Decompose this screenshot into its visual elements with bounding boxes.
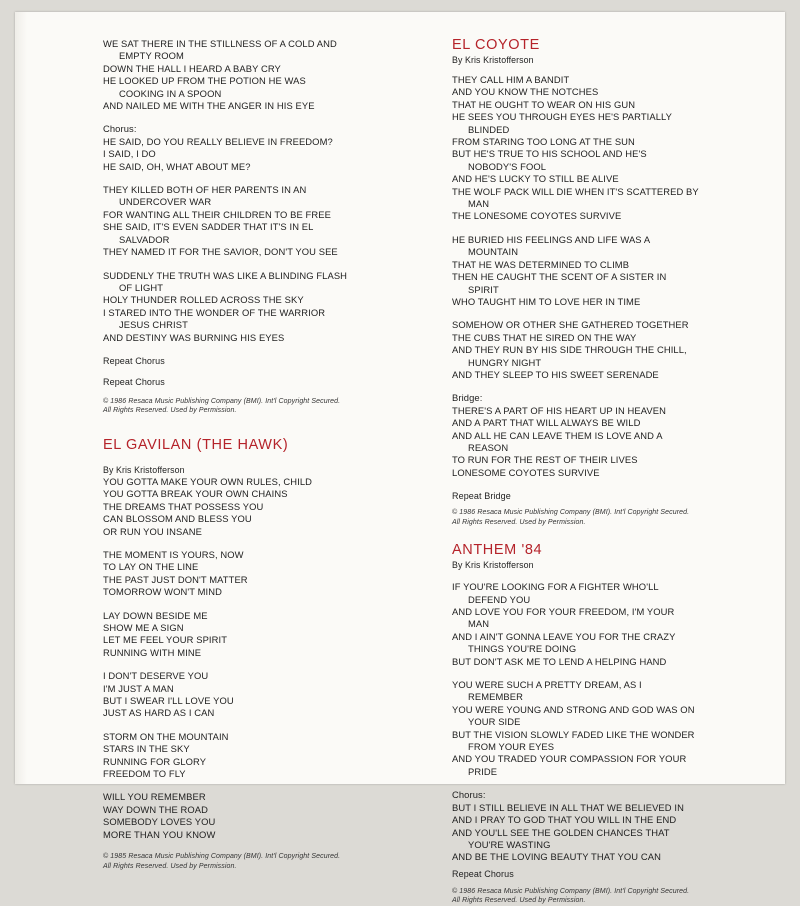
lyric-line: YOUR SIDE [468,716,521,728]
lyric-line: THEY NAMED IT FOR THE SAVIOR, DON'T YOU SEE [103,246,338,258]
freedom-song-verses-1 [103,38,433,112]
el-coyote-lyrics [452,74,782,381]
lyric-line: FROM YOUR EYES [468,741,555,753]
song-title-anthem-84: ANTHEM '84 [452,542,543,559]
stanza [103,184,433,258]
lyric-line: BUT HE'S TRUE TO HIS SCHOOL AND HE'S [452,148,647,160]
lyric-line: THINGS YOU'RE DOING [468,643,577,655]
lyric-line: HE SAID, OH, WHAT ABOUT ME? [103,160,251,172]
stanza [103,791,433,841]
lyric-line: MAN [468,198,490,210]
lyric-line: BUT THE VISION SLOWLY FADED LIKE THE WONDER [452,728,695,740]
lyric-line: NOBODY'S FOOL [468,160,547,172]
lyric-line: AND HE'S LUCKY TO STILL BE ALIVE [452,173,619,185]
lyric-line: BUT DON'T ASK ME TO LEND A HELPING HAND [452,655,667,667]
chorus-label: Chorus: [452,789,486,801]
lyric-line: FREEDOM TO FLY [103,768,186,780]
lyric-line: I'M JUST A MAN [103,682,174,694]
anthem-84-lyrics [452,581,782,778]
stanza [103,270,433,344]
song-title-el-gavilan: EL GAVILAN (THE HAWK) [103,436,289,453]
lyric-line: THE CUBS THAT HE SIRED ON THE WAY [452,331,637,343]
copyright-line: © 1985 Resaca Music Publishing Company (BMI). Int'l Copyright Secured. [103,853,341,861]
song-author: By Kris Kristofferson [452,560,534,571]
lyric-line: CAN BLOSSOM AND BLESS YOU [103,513,252,525]
song-author: By Kris Kristofferson [103,464,185,475]
lyric-line: THE PAST JUST DON'T MATTER [103,573,248,585]
repeat-chorus-2: Repeat Chorus [103,376,165,387]
lyric-line: AND I AIN'T GONNA LEAVE YOU FOR THE CRAZY [452,630,676,642]
lyric-line: SPIRIT [468,283,499,295]
lyric-line: AND THEY RUN BY HIS SIDE THROUGH THE CHILL, [452,344,687,356]
copyright-notice-4 [452,887,782,906]
lyric-line: DEFEND YOU [468,593,531,605]
lyric-line: I SAID, I DO [103,148,156,160]
stanza [103,549,433,599]
repeat-chorus-1: Repeat Chorus [103,355,165,366]
lyric-line: IF YOU'RE LOOKING FOR A FIGHTER WHO'LL [452,581,659,593]
lyric-line: LONESOME COYOTES SURVIVE [452,466,600,478]
lyric-line: RUNNING FOR GLORY [103,755,207,767]
lyric-line: AND I PRAY TO GOD THAT YOU WILL IN THE END [452,814,677,826]
lyric-line: AND YOU'LL SEE THE GOLDEN CHANCES THAT [452,826,670,838]
lyric-line: JESUS CHRIST [119,319,188,331]
lyric-line: UNDERCOVER WAR [119,196,212,208]
lyric-line: AND ALL HE CAN LEAVE THEM IS LOVE AND A [452,429,663,441]
lyric-line: THE WOLF PACK WILL DIE WHEN IT'S SCATTERED BY [452,185,699,197]
lyric-line: YOU WERE SUCH A PRETTY DREAM, AS I [452,679,642,691]
stanza [452,679,782,778]
lyric-line: THEY KILLED BOTH OF HER PARENTS IN AN [103,184,307,196]
lyric-line: JUST AS HARD AS I CAN [103,707,215,719]
copyright-line: © 1986 Resaca Music Publishing Company (BMI). Int'l Copyright Secured. [103,397,341,405]
lyric-line: REMEMBER [468,691,523,703]
lyric-line: WE SAT THERE IN THE STILLNESS OF A COLD AND [103,38,337,49]
lyric-line: STORM ON THE MOUNTAIN [103,730,229,742]
stanza [103,38,433,112]
lyric-line: HE LOOKED UP FROM THE POTION HE WAS [103,75,306,87]
lyric-line: SUDDENLY THE TRUTH WAS LIKE A BLINDING FLASH [103,269,348,281]
lyric-line: REASON [468,441,509,453]
copyright-line: © 1986 Resaca Music Publishing Company (BMI). Int'l Copyright Secured. [452,509,690,517]
lyric-line: THE DREAMS THAT POSSESS YOU [103,500,264,512]
lyric-line: HE BURIED HIS FEELINGS AND LIFE WAS A [452,233,651,245]
lyric-line: THAT HE WAS DETERMINED TO CLIMB [452,258,630,270]
lyric-line: FOR WANTING ALL THEIR CHILDREN TO BE FREE [103,208,331,220]
page-edge-shadow [15,12,27,784]
lyric-line: LAY DOWN BESIDE ME [103,609,208,621]
lyric-line: BUT I SWEAR I'LL LOVE YOU [103,695,234,707]
lyric-line: TO RUN FOR THE REST OF THEIR LIVES [452,454,638,466]
lyric-line: AND BE THE LOVING BEAUTY THAT YOU CAN [452,851,661,863]
lyric-line: OR RUN YOU INSANE [103,525,202,537]
el-coyote-bridge [452,405,782,479]
lyric-line: YOU'RE WASTING [468,838,551,850]
chorus-label: Chorus: [103,123,137,135]
lyric-line: WHO TAUGHT HIM TO LOVE HER IN TIME [452,295,641,307]
right-column [452,36,782,906]
copyright-line: All Rights Reserved. Used by Permission. [103,862,237,870]
lyric-line: WAY DOWN THE ROAD [103,803,209,815]
lyric-line: SALVADOR [119,233,170,245]
lyric-line: HE SAID, DO YOU REALLY BELIEVE IN FREEDOM? [103,135,333,147]
lyric-line: SHE SAID, IT'S EVEN SADDER THAT IT'S IN EL [103,221,314,233]
lyric-line: FROM STARING TOO LONG AT THE SUN [452,136,635,148]
lyric-line: BUT I STILL BELIEVE IN ALL THAT WE BELIEVED IN [452,801,684,813]
lyric-line: TO LAY ON THE LINE [103,561,199,573]
copyright-line: © 1986 Resaca Music Publishing Company (BMI). Int'l Copyright Secured. [452,887,690,895]
booklet-page [15,12,785,905]
lyric-line: HE SEES YOU THROUGH EYES HE'S PARTIALLY [452,111,672,123]
lyric-line: BLINDED [468,123,510,135]
left-column [103,38,433,871]
anthem-84-chorus [452,802,782,864]
copyright-line: All Rights Reserved. Used by Permission. [452,518,586,526]
lyric-line: SHOW ME A SIGN [103,622,184,633]
freedom-song-chorus [103,136,433,173]
lyric-line: HUNGRY NIGHT [468,356,542,368]
stanza [103,610,433,660]
el-gavilan-lyrics [103,476,433,841]
lyric-line: YOU GOTTA MAKE YOUR OWN RULES, CHILD [103,475,313,487]
song-author: By Kris Kristofferson [452,55,534,65]
lyric-line: AND YOU KNOW THE NOTCHES [452,86,599,98]
bridge-label: Bridge: [452,392,483,404]
stanza [103,476,433,538]
lyric-line: COOKING IN A SPOON [119,87,222,99]
lyric-line: LET ME FEEL YOUR SPIRIT [103,634,228,646]
lyric-line: SOMEBODY LOVES YOU [103,816,216,828]
lyric-line: THE MOMENT IS YOURS, NOW [103,548,244,560]
copyright-notice-3 [452,508,782,527]
lyric-line: SOMEHOW OR OTHER SHE GATHERED TOGETHER [452,319,689,331]
stanza [103,731,433,781]
stanza [452,319,782,381]
stanza [452,74,782,223]
lyric-line: PRIDE [468,765,498,777]
stanza [452,234,782,308]
lyric-line: MOUNTAIN [468,246,519,258]
freedom-song-verses-2 [103,184,433,344]
stanza [452,581,782,668]
stanza [103,670,433,720]
lyric-line: STARS IN THE SKY [103,743,190,755]
lyric-line: THEY CALL HIM A BANDIT [452,74,570,85]
repeat-bridge: Repeat Bridge [452,491,511,502]
lyric-line: MORE THAN YOU KNOW [103,828,216,840]
lyric-line: OF LIGHT [119,281,164,293]
lyric-line: MAN [468,618,490,630]
song-title-el-coyote: EL COYOTE [452,37,540,53]
lyric-line: AND DESTINY WAS BURNING HIS EYES [103,331,285,343]
lyric-line: DOWN THE HALL I HEARD A BABY CRY [103,62,281,74]
lyric-line: RUNNING WITH MINE [103,646,202,658]
lyric-line: AND THEY SLEEP TO HIS SWEET SERENADE [452,368,659,380]
lyric-line: I DON'T DESERVE YOU [103,670,209,682]
copyright-notice-2 [103,852,433,871]
lyric-line: AND YOU TRADED YOUR COMPASSION FOR YOUR [452,753,687,765]
copyright-line: All Rights Reserved. Used by Permission. [452,897,586,905]
lyric-line: AND A PART THAT WILL ALWAYS BE WILD [452,417,641,429]
copyright-notice-1 [103,397,433,416]
lyric-line: AND LOVE YOU FOR YOUR FREEDOM, I'M YOUR [452,606,675,617]
lyric-line: THAT HE OUGHT TO WEAR ON HIS GUN [452,98,636,110]
lyric-line: HOLY THUNDER ROLLED ACROSS THE SKY [103,294,304,306]
copyright-line: All Rights Reserved. Used by Permission. [103,407,237,415]
lyric-line: YOU WERE YOUNG AND STRONG AND GOD WAS ON [452,703,695,715]
repeat-chorus: Repeat Chorus [452,868,514,879]
lyric-line: EMPTY ROOM [119,50,184,62]
lyric-line: THE LONESOME COYOTES SURVIVE [452,210,622,222]
lyric-line: AND NAILED ME WITH THE ANGER IN HIS EYE [103,100,315,112]
lyric-line: YOU GOTTA BREAK YOUR OWN CHAINS [103,488,288,500]
lyric-line: TOMORROW WON'T MIND [103,586,222,598]
lyric-line: THEN HE CAUGHT THE SCENT OF A SISTER IN [452,271,667,283]
lyric-line: THERE'S A PART OF HIS HEART UP IN HEAVEN [452,404,667,416]
lyric-line: WILL YOU REMEMBER [103,791,206,803]
lyric-line: I STARED INTO THE WONDER OF THE WARRIOR [103,306,326,318]
